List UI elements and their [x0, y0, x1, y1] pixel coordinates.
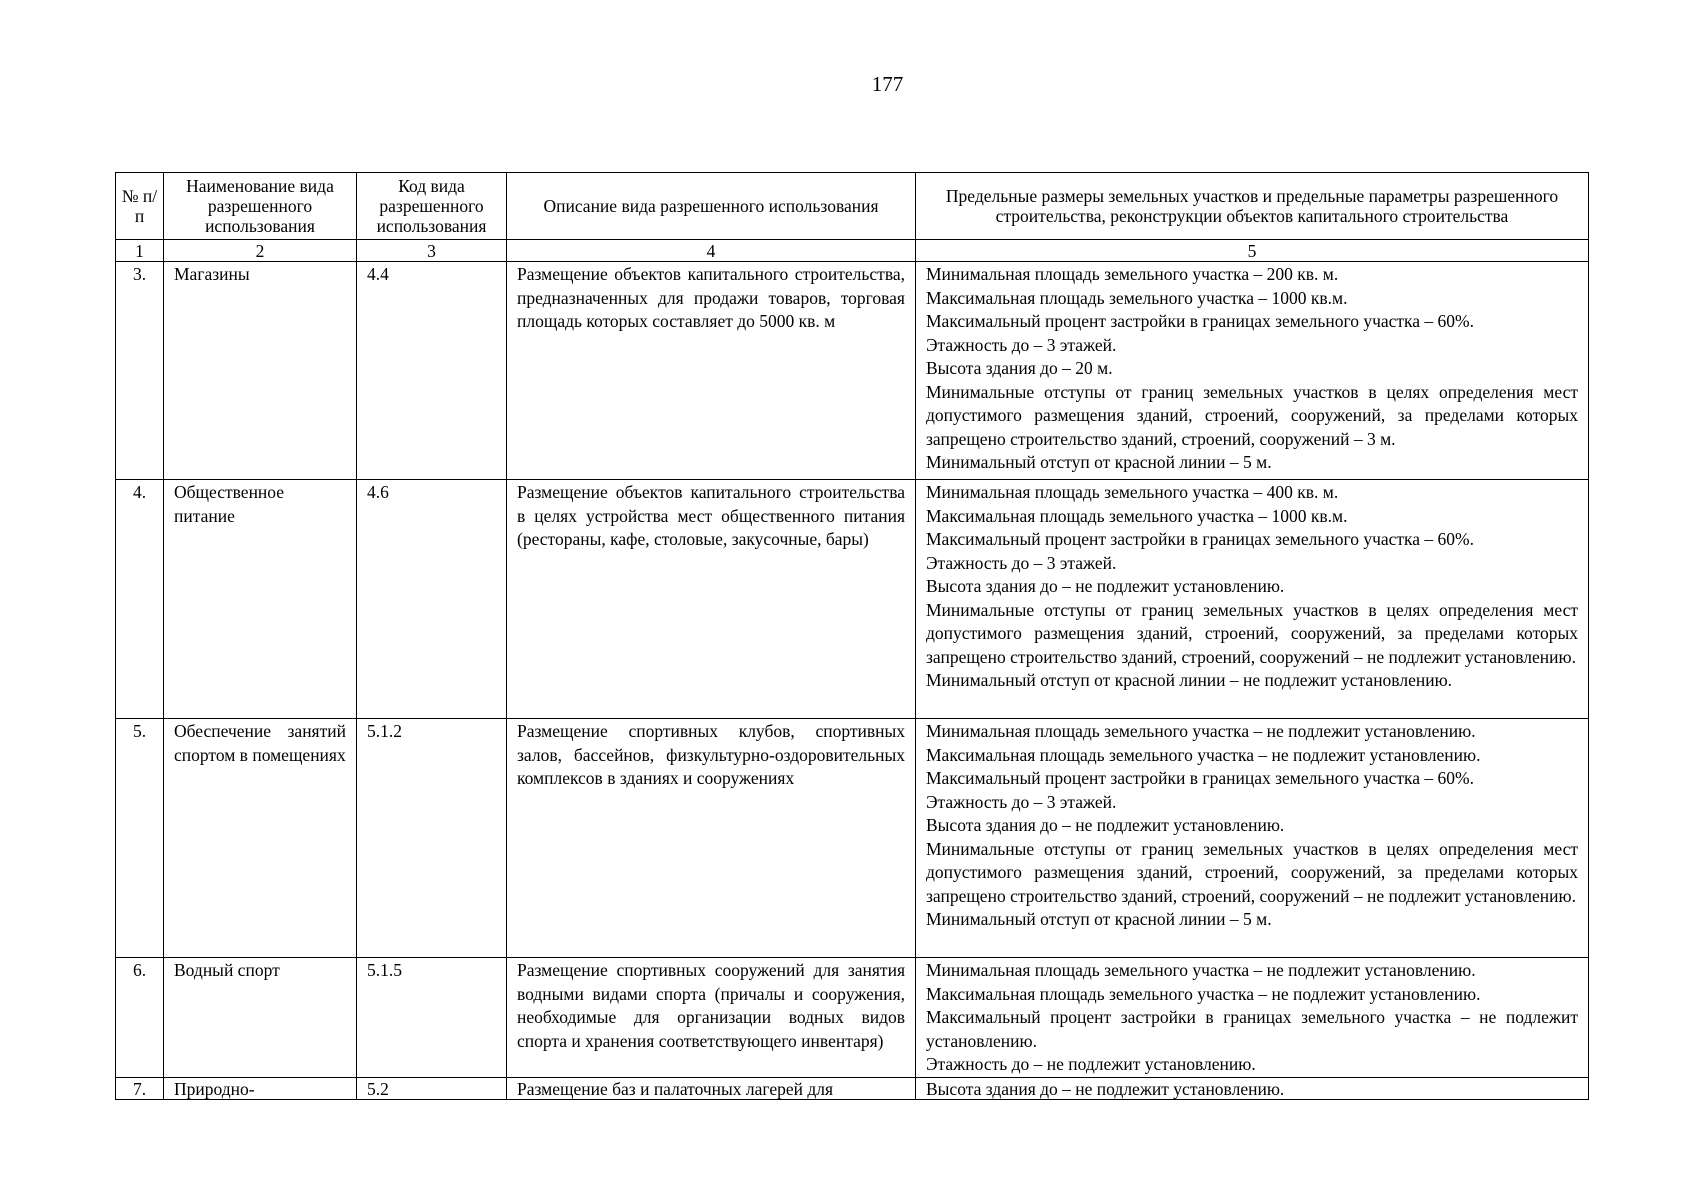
page-number: 177: [871, 72, 904, 96]
header-limit-parameters: Предельные размеры земельных участков и предельные параметры разрешенного строительства, реконструкции объектов капитального строительства: [916, 173, 1589, 240]
parameter-line: Максимальный процент застройки в границах земельного участка – 60%.: [926, 529, 1475, 549]
table-row: [116, 480, 1589, 719]
row-number: 3.: [116, 262, 164, 480]
parameter-line: Максимальный процент застройки в границах земельного участка – 60%.: [926, 311, 1475, 331]
header-number: № п/п: [116, 173, 164, 240]
parameter-line: Высота здания до – 20 м.: [926, 358, 1113, 378]
table-row: [116, 262, 1589, 480]
use-description: Размещение спортивных клубов, спортивных залов, бассейнов, физкультурно-оздоровительных комплексов в зданиях и сооружениях: [507, 719, 916, 958]
use-description: Размещение объектов капитального строительства, предназначенных для продажи товаров, торговая площадь которых составляет до 5000 кв. м: [507, 262, 916, 480]
column-number: 5: [916, 240, 1589, 262]
table-row: [116, 719, 1589, 958]
parameter-line: Максимальный процент застройки в границах земельного участка – не подлежит установлению.: [926, 1007, 1578, 1051]
column-number-row: [116, 240, 1589, 262]
parameter-line: Минимальная площадь земельного участка – не подлежит установлению.: [926, 721, 1476, 741]
parameter-line: Высота здания до – не подлежит установлению.: [926, 815, 1285, 835]
column-number: 3: [357, 240, 507, 262]
parameter-line: Максимальная площадь земельного участка – 1000 кв.м.: [926, 505, 1348, 526]
use-parameters: [916, 958, 1589, 1078]
table-header-row: [116, 173, 1589, 240]
use-parameters: [916, 1077, 1589, 1099]
parameter-line: Этажность до – 3 этажей.: [926, 552, 1117, 573]
parameter-line: Минимальные отступы от границ земельных участков в целях определения мест допустимого размещения зданий, строений, сооружений, за пределами которых запрещено строительство зданий, строений, сооружений – не подлежит установлению.: [926, 599, 1578, 667]
use-code: 5.2: [357, 1077, 507, 1099]
use-name: Водный спорт: [164, 958, 357, 1078]
parameter-line: Максимальный процент застройки в границах земельного участка – 60%.: [926, 768, 1475, 788]
parameter-line: Минимальная площадь земельного участка – 200 кв. м.: [926, 264, 1339, 284]
row-number: 6.: [116, 958, 164, 1078]
parameter-line: Максимальная площадь земельного участка – не подлежит установлению.: [926, 744, 1481, 765]
parameter-line: Минимальные отступы от границ земельных участков в целях определения мест допустимого размещения зданий, строений, сооружений, за пределами которых запрещено строительство зданий, строений, сооружений – не подлежит установлению.: [926, 838, 1578, 906]
use-parameters: [916, 719, 1589, 958]
header-use-name: Наименование вида разрешенного использования: [164, 173, 357, 240]
use-name: Магазины: [164, 262, 357, 480]
use-name: Общественное питание: [164, 480, 357, 719]
use-parameters: [916, 262, 1589, 480]
column-number: 2: [164, 240, 357, 262]
column-number: 4: [507, 240, 916, 262]
header-use-code: Код вида разрешенного использования: [357, 173, 507, 240]
use-code: 4.4: [357, 262, 507, 480]
table-row: [116, 958, 1589, 1078]
row-number: 5.: [116, 719, 164, 958]
use-description: Размещение спортивных сооружений для занятия водными видами спорта (причалы и сооружения, необходимые для организации водных видов спорта и хранения соответствующего инвентаря): [507, 958, 916, 1078]
parameter-line: Этажность до – 3 этажей.: [926, 791, 1117, 812]
use-code: 5.1.2: [357, 719, 507, 958]
parameter-line: Минимальный отступ от красной линии – 5 м.: [926, 909, 1272, 929]
parameter-line: Минимальный отступ от красной линии – не подлежит установлению.: [926, 670, 1453, 690]
parameter-line: Этажность до – не подлежит установлению.: [926, 1054, 1256, 1074]
parameter-line: Минимальные отступы от границ земельных участков в целях определения мест допустимого размещения зданий, строений, сооружений, за пределами которых запрещено строительство зданий, строений, сооружений – 3 м.: [926, 381, 1578, 449]
use-description: Размещение баз и палаточных лагерей для: [507, 1077, 916, 1099]
use-name: Обеспечение занятий спортом в помещениях: [164, 719, 357, 958]
parameter-line: Максимальная площадь земельного участка – не подлежит установлению.: [926, 983, 1481, 1004]
row-number: 4.: [116, 480, 164, 719]
use-code: 4.6: [357, 480, 507, 719]
row-number: 7.: [116, 1077, 164, 1099]
header-use-description: Описание вида разрешенного использования: [507, 173, 916, 240]
column-number: 1: [116, 240, 164, 262]
use-code: 5.1.5: [357, 958, 507, 1078]
use-parameters: [916, 480, 1589, 719]
parameter-line: Этажность до – 3 этажей.: [926, 334, 1117, 355]
use-description: Размещение объектов капитального строительства в целях устройства мест общественного питания (рестораны, кафе, столовые, закусочные, бары): [507, 480, 916, 719]
parameter-line: Максимальная площадь земельного участка – 1000 кв.м.: [926, 287, 1348, 308]
use-name: Природно-: [164, 1077, 357, 1099]
parameter-line: Минимальная площадь земельного участка – не подлежит установлению.: [926, 960, 1476, 980]
table-row: [116, 1077, 1589, 1099]
land-use-table: [115, 172, 1589, 1100]
parameter-line: Высота здания до – не подлежит установлению.: [926, 576, 1285, 596]
parameter-line: Минимальный отступ от красной линии – 5 м.: [926, 452, 1272, 472]
parameter-line: Высота здания до – не подлежит установлению.: [926, 1078, 1285, 1099]
parameter-line: Минимальная площадь земельного участка – 400 кв. м.: [926, 482, 1339, 502]
